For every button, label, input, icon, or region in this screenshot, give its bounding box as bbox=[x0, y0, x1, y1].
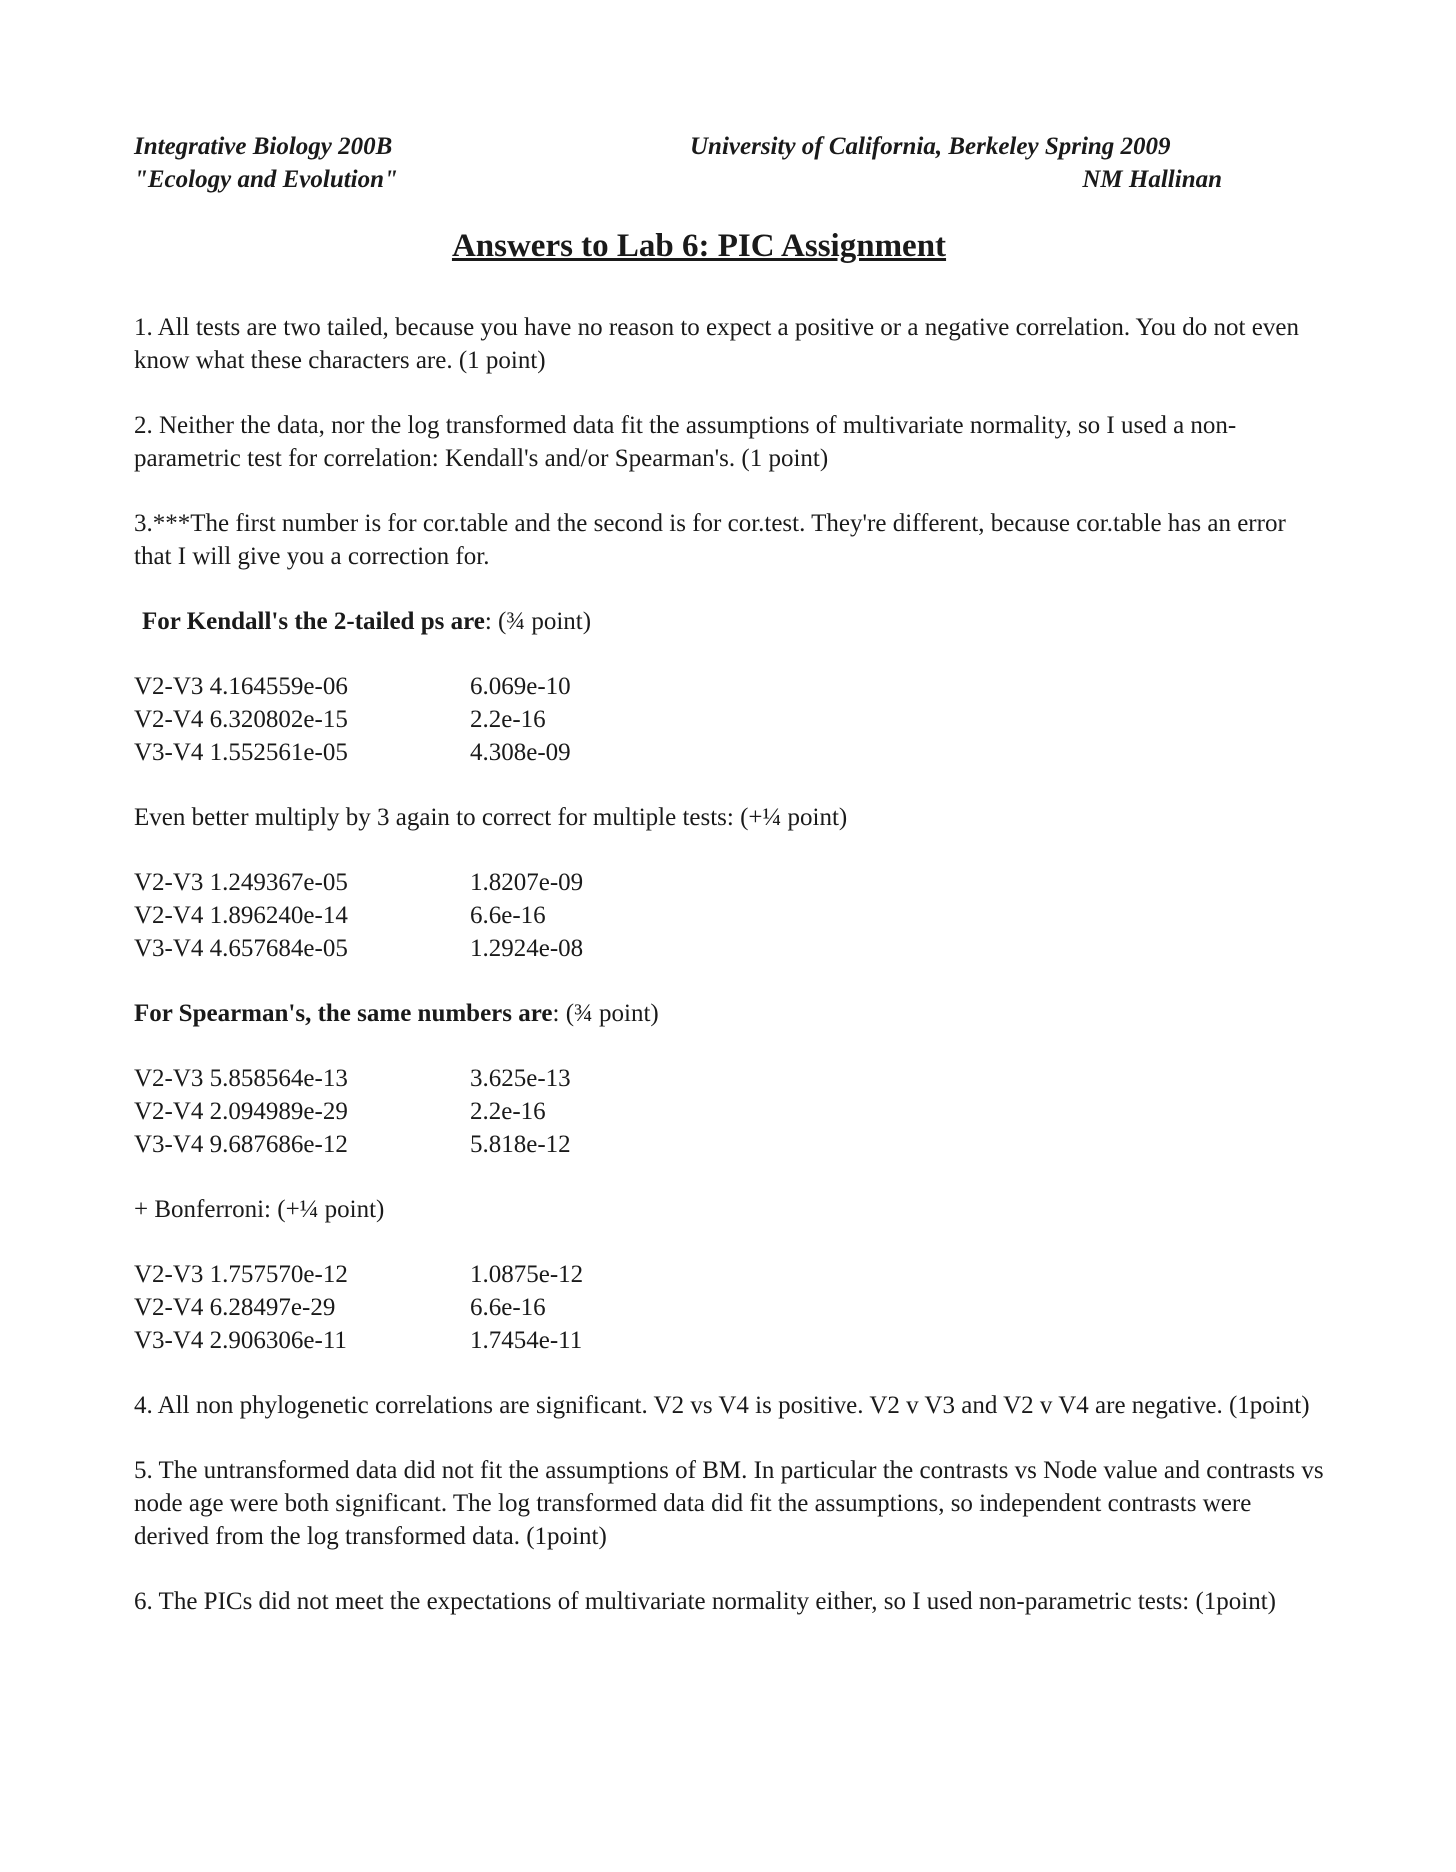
answer-2: 2. Neither the data, nor the log transformed data fit the assumptions of multivariate normality, so I used a non-parametric test for correlation: Kendall's and/or Spearman's. (1 point) bbox=[134, 412, 1237, 472]
test-value: 1.0875e-12 bbox=[470, 1261, 584, 1288]
test-value: 1.2924e-08 bbox=[470, 935, 584, 962]
answer-5: 5. The untransformed data did not fit the assumptions of BM. In particular the contrasts vs Node value and contrasts vs node age were both significant. The log transformed data did fit the assumptions, so independent contrasts were derived from the log transformed data. (1point) bbox=[134, 1457, 1324, 1550]
table-row bbox=[134, 932, 583, 965]
kendall-table bbox=[134, 670, 571, 769]
pair-value: V2-V4 1.896240e-14 bbox=[134, 902, 348, 929]
table-row bbox=[134, 866, 583, 899]
pair-value: V2-V3 5.858564e-13 bbox=[134, 1065, 348, 1092]
instructor-name: NM Hallinan bbox=[1082, 166, 1222, 193]
bonferroni-note: + Bonferroni: (+¼ point) bbox=[134, 1196, 385, 1223]
table-row bbox=[134, 1128, 571, 1161]
pair-value: V3-V4 9.687686e-12 bbox=[134, 1131, 348, 1158]
table-row bbox=[134, 670, 571, 703]
even-better-note: Even better multiply by 3 again to correct for multiple tests: (+¼ point) bbox=[134, 804, 848, 831]
pair-value: V2-V3 4.164559e-06 bbox=[134, 673, 348, 700]
kendall-heading bbox=[134, 605, 1324, 638]
header-left bbox=[134, 130, 398, 196]
document-title: Answers to Lab 6: PIC Assignment bbox=[451, 228, 947, 264]
course-name: Integrative Biology 200B bbox=[134, 133, 393, 160]
test-value: 6.6e-16 bbox=[470, 902, 546, 929]
table-row bbox=[134, 1062, 571, 1095]
test-value: 6.6e-16 bbox=[470, 1294, 546, 1321]
kendall-heading-bold: For Kendall's the 2-tailed ps are bbox=[142, 608, 485, 635]
answer-1: 1. All tests are two tailed, because you have no reason to expect a positive or a negative correlation. You do not even know what these characters are. (1 point) bbox=[134, 314, 1299, 374]
test-value: 3.625e-13 bbox=[470, 1065, 571, 1092]
table-row bbox=[134, 703, 571, 736]
pair-value: V2-V4 2.094989e-29 bbox=[134, 1098, 348, 1125]
test-value: 2.2e-16 bbox=[470, 706, 546, 733]
table-row bbox=[134, 1324, 583, 1357]
kendall-heading-points: : (¾ point) bbox=[484, 608, 592, 635]
table-row bbox=[134, 1258, 583, 1291]
table-row bbox=[134, 736, 571, 769]
test-value: 6.069e-10 bbox=[470, 673, 571, 700]
spearman-heading bbox=[134, 997, 1324, 1030]
test-value: 1.8207e-09 bbox=[470, 869, 584, 896]
table-row bbox=[134, 1291, 583, 1324]
spearman-heading-bold: For Spearman's, the same numbers are bbox=[134, 1000, 553, 1027]
table-row bbox=[134, 1095, 571, 1128]
header-right bbox=[690, 130, 1234, 196]
answer-3: 3.***The first number is for cor.table and the second is for cor.test. They're different, because cor.table has an error that I will give you a correction for. bbox=[134, 510, 1286, 570]
spearman-heading-points: : (¾ point) bbox=[552, 1000, 659, 1027]
course-subtitle: "Ecology and Evolution" bbox=[134, 166, 398, 193]
university-term: University of California, Berkeley Spring 2009 bbox=[690, 133, 1171, 160]
spearman-table bbox=[134, 1062, 571, 1161]
test-value: 5.818e-12 bbox=[470, 1131, 571, 1158]
pair-value: V3-V4 1.552561e-05 bbox=[134, 739, 348, 766]
spearman-bonferroni-table bbox=[134, 1258, 583, 1357]
document-header bbox=[134, 130, 1324, 200]
test-value: 2.2e-16 bbox=[470, 1098, 546, 1125]
pair-value: V3-V4 4.657684e-05 bbox=[134, 935, 348, 962]
pair-value: V3-V4 2.906306e-11 bbox=[134, 1327, 347, 1354]
answer-6: 6. The PICs did not meet the expectations of multivariate normality either, so I used non-parametric tests: (1point) bbox=[134, 1588, 1277, 1615]
pair-value: V2-V4 6.320802e-15 bbox=[134, 706, 348, 733]
table-row bbox=[134, 899, 583, 932]
pair-value: V2-V3 1.757570e-12 bbox=[134, 1261, 348, 1288]
pair-value: V2-V4 6.28497e-29 bbox=[134, 1294, 336, 1321]
answer-4: 4. All non phylogenetic correlations are significant. V2 vs V4 is positive. V2 v V3 and V2 v V4 are negative. (1point) bbox=[134, 1392, 1310, 1419]
test-value: 1.7454e-11 bbox=[470, 1327, 583, 1354]
pair-value: V2-V3 1.249367e-05 bbox=[134, 869, 348, 896]
document-page bbox=[134, 130, 1324, 1650]
test-value: 4.308e-09 bbox=[470, 739, 571, 766]
kendall-bonferroni-table bbox=[134, 866, 583, 965]
